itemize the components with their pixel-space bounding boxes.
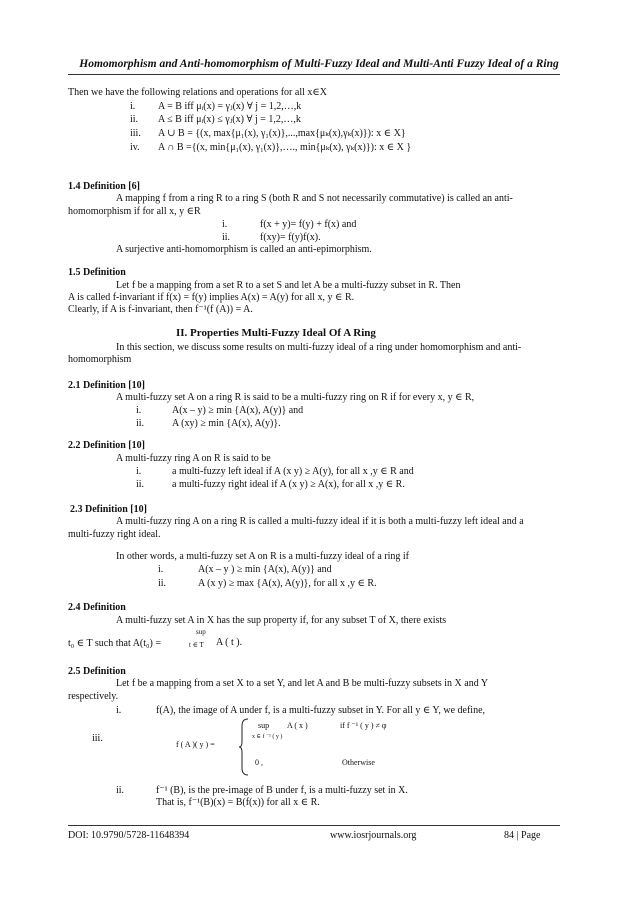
def-2-4-line1: A multi-fuzzy set A in X has the sup property if, for any subset T of X, there exists	[116, 615, 447, 626]
def-2-2-heading: 2.2 Definition [10]	[68, 440, 145, 451]
def-1-4-line2: homomorphism if for all x, y ∈R	[68, 206, 201, 217]
def-2-1-num-2: ii.	[136, 418, 145, 429]
sup-subscript: t ∈ T	[189, 641, 204, 649]
def-2-3-line3: In other words, a multi-fuzzy set A on R is a multi-fuzzy ideal of a ring if	[116, 551, 409, 562]
def-2-3-num-2: ii.	[158, 578, 167, 589]
def-1-5-line3: Clearly, if A is f-invariant, then f⁻¹(f (A)) = A.	[68, 304, 253, 315]
def-2-2-text-1: a multi-fuzzy left ideal if A (x y) ≥ A(y), for all x ,y ∈ R and	[172, 466, 414, 477]
footer-rule	[68, 825, 560, 826]
def-2-3-num-1: i.	[158, 564, 164, 575]
def-2-2-text-2: a multi-fuzzy right ideal if A (x y) ≥ A(x), for all x ,y ∈ R.	[172, 479, 405, 490]
def-1-5-line2: A is called f-invariant if f(x) = f(y) implies A(x) = A(y) for all x, y ∈ R.	[68, 292, 355, 303]
case1-condition: if f ⁻¹ ( y ) ≠ φ	[340, 721, 387, 730]
def-2-3-line1: A multi-fuzzy ring A on a ring R is called a multi-fuzzy ideal if it is both a multi-fuzzy left ideal and a	[116, 516, 524, 527]
relation-num-2: ii.	[130, 114, 139, 125]
def-1-4-text-1: f(x + y)= f(y) + f(x) and	[260, 219, 357, 230]
def-2-5-text-ii-2: That is, f⁻¹(B)(x) = B(f(x)) for all x ∈ R.	[156, 797, 320, 808]
section-2-line2: homomorphism	[68, 354, 132, 365]
running-title: Homomorphism and Anti-homomorphism of Multi-Fuzzy Ideal and Multi-Anti Fuzzy Ideal of a Ring	[79, 58, 559, 70]
relation-text-2: A ≤ B iff μᵢ(x) ≤ γⱼ(x) ∀ j = 1,2,…,k	[158, 114, 301, 125]
case1-sup: sup	[258, 721, 270, 730]
relation-num-1: i.	[130, 101, 136, 112]
def-2-5-line2: respectively.	[68, 691, 119, 702]
def-2-5-heading: 2.5 Definition	[68, 666, 126, 677]
def-1-5-heading: 1.5 Definition	[68, 267, 126, 278]
def-2-2-num-1: i.	[136, 466, 142, 477]
section-2-heading: II. Properties Multi-Fuzzy Ideal Of A Ring	[176, 327, 376, 339]
def-2-1-num-1: i.	[136, 405, 142, 416]
def-1-4-num-2: ii.	[222, 232, 231, 243]
case2-value: 0 ,	[255, 758, 263, 767]
sup-operator: sup	[196, 628, 206, 636]
case1-expression: A ( x )	[287, 721, 308, 730]
formula-iii-label: iii.	[92, 733, 103, 744]
def-1-4-closing: A surjective anti-homomorphism is called an anti-epimorphism.	[116, 244, 372, 255]
def-2-1-text-1: A(x – y) ≥ min {A(x), A(y)} and	[172, 405, 304, 416]
def-1-4-num-1: i.	[222, 219, 228, 230]
def-2-5-num-i: i.	[116, 705, 122, 716]
def-2-2-line1: A multi-fuzzy ring A on R is said to be	[116, 453, 271, 464]
def-2-1-heading: 2.1 Definition [10]	[68, 380, 145, 391]
def-2-3-text-2: A (x y) ≥ max {A(x), A(y)}, for all x ,y ∈ R.	[198, 578, 377, 589]
relation-text-3: A ∪ B = {(x, max{μ₁(x), γ₁(x)},...,max{μₖ(x),γₖ(x)}): x ∈ X}	[158, 128, 406, 139]
def-2-5-text-i: f(A), the image of A under f, is a multi-fuzzy subset in Y. For all y ∈ Y, we define,	[156, 705, 486, 716]
def-1-4-line1: A mapping f from a ring R to a ring S (both R and S not necessarily commutative) is called an anti-	[116, 193, 513, 204]
def-2-4-line2: t₀ ∈ T such that A(t₀) =	[68, 638, 161, 649]
def-2-2-num-2: ii.	[136, 479, 145, 490]
sup-expression: A ( t ).	[216, 637, 243, 648]
def-1-4-heading: 1.4 Definition [6]	[68, 181, 140, 192]
def-2-5-text-ii: f⁻¹ (B), is the pre-image of B under f, is a multi-fuzzy set in X.	[156, 785, 408, 796]
header-rule	[68, 74, 560, 75]
def-1-4-text-2: f(xy)= f(y)f(x).	[260, 232, 321, 243]
footer-page: 84 | Page	[504, 830, 541, 841]
def-2-5-num-ii: ii.	[116, 785, 125, 796]
relations-intro: Then we have the following relations and operations for all x∈X	[68, 87, 327, 98]
relation-text-1: A = B iff μᵢ(x) = γⱼ(x) ∀ j = 1,2,…,k	[158, 101, 302, 112]
def-2-3-line2: multi-fuzzy right ideal.	[68, 529, 161, 540]
def-2-3-heading: 2.3 Definition [10]	[70, 504, 147, 515]
def-2-4-heading: 2.4 Definition	[68, 602, 126, 613]
def-2-1-text-2: A (xy) ≥ min {A(x), A(y)}.	[172, 418, 281, 429]
case1-subscript: x ∈ f ⁻¹ ( y )	[252, 734, 283, 740]
def-1-5-line1: Let f be a mapping from a set R to a set S and let A be a multi-fuzzy subset in R. Then	[116, 280, 461, 291]
def-2-1-line1: A multi-fuzzy set A on a ring R is said to be a multi-fuzzy ring on R if for every x, y ∈ R,	[116, 392, 475, 403]
relation-num-4: iv.	[130, 142, 140, 153]
def-2-3-text-1: A(x – y ) ≥ min {A(x), A(y)} and	[198, 564, 332, 575]
def-2-5-line1: Let f be a mapping from a set X to a set Y, and let A and B be multi-fuzzy subsets in X and Y	[116, 678, 489, 689]
relation-text-4: A ∩ B ={(x, min{μ₁(x), γ₁(x)},…., min{μₖ(x), γₖ(x)}): x ∈ X }	[158, 142, 412, 153]
case2-condition: Otherwise	[342, 758, 375, 767]
section-2-line1: In this section, we discuss some results on multi-fuzzy ideal of a ring under homomorphism and anti-	[116, 342, 522, 353]
formula-lhs: f ( A )( y ) =	[176, 740, 215, 749]
left-brace-icon	[238, 718, 250, 776]
relation-num-3: iii.	[130, 128, 141, 139]
footer-doi: DOI: 10.9790/5728-11648394	[68, 830, 190, 841]
footer-site: www.iosrjournals.org	[330, 830, 417, 841]
